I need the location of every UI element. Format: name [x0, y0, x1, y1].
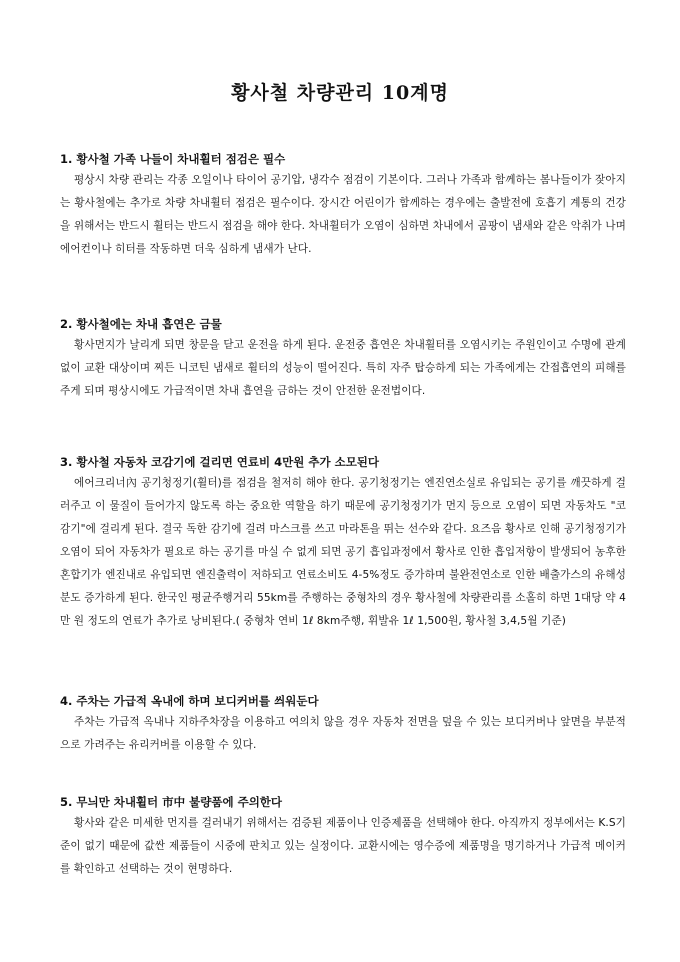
section-body: 황사먼지가 날리게 되면 창문을 닫고 운전을 하게 된다. 운전중 흡연은 차내휠터를 오염시키는 주원인이고 수명에 관계없이 교환 대상이며 찌든 니코틴 냄새로 휠터의 성능이 떨어진다. 특히 자주 탑승하게 되는 가족에게는 간접흡연의 피해를 주게 되며 평상시에도 가급적이면 차내 흡연을 금하는 것이 안전한 운전법이다. [60, 339, 626, 397]
section-body: 주차는 가급적 옥내나 지하주차장을 이용하고 여의치 않을 경우 자동차 전면을 덮을 수 있는 보디커버나 앞면을 부분적으로 가려주는 유리커버를 이용할 수 있다. [60, 716, 626, 751]
section-heading: 3. 황사철 자동차 코감기에 걸리면 연료비 4만원 추가 소모된다 [60, 455, 380, 469]
section-heading: 1. 황사철 가족 나들이 차내휠터 점검은 필수 [60, 152, 286, 166]
section-body: 평상시 차량 관리는 각종 오일이나 타이어 공기압, 냉각수 점검이 기본이다. 그러나 가족과 함께하는 봄나들이가 잦아지는 황사철에는 추가로 차량 차내휠터 점검은 필수이다. 장시간 어린이가 함께하는 경우에는 출발전에 호흡기 계통의 건강을 위해서는 반드시 휠터는 반드시 점검을 해야 한다. 차내휠터가 오염이 심하면 차내에서 곰팡이 냄새와 같은 악취가 나며 에어컨이나 히터를 작동하면 더욱 심하게 냄새가 난다. [60, 174, 626, 255]
section-heading: 4. 주차는 가급적 옥내에 하며 보디커버를 씌워둔다 [60, 694, 319, 708]
section-heading: 2. 황사철에는 차내 흡연은 금물 [60, 317, 222, 331]
section-heading: 5. 무늬만 차내휠터 市中 불량품에 주의한다 [60, 795, 283, 809]
section-1 [60, 150, 626, 261]
document-title: 황사철 차량관리 10계명 [231, 82, 449, 104]
section-5 [60, 793, 626, 881]
section-body: 황사와 같은 미세한 먼지를 걸러내기 위해서는 검증된 제품이나 인증제품을 선택해야 한다. 아직까지 정부에서는 K.S기준이 없기 때문에 값싼 제품들이 시중에 판치고 있는 실정이다. 교환시에는 영수증에 제품명을 명기하거나 가급적 메이커를 확인하고 선택하는 것이 현명하다. [60, 817, 626, 875]
section-4 [60, 692, 626, 757]
section-body: 에어크리너內 공기청정기(휠터)를 점검을 철저히 해야 한다. 공기청정기는 엔진연소실로 유입되는 공기를 깨끗하게 걸러주고 이 물질이 들어가지 않도록 하는 중요한 역할을 하기 때문에 공기청정기가 먼지 등으로 오염이 되면 자동차도 "코감기"에 걸리게 된다. 결국 독한 감기에 걸려 마스크를 쓰고 마라톤을 뛰는 선수와 같다. 요즈음 황사로 인해 공기청정기가 오염이 되어 자동차가 필요로 하는 공기를 마실 수 없게 되면 공기 흡입과정에서 황사로 인한 흡입저항이 발생되어 농후한 혼합기가 엔진내로 유입되면 엔진출력이 저하되고 연료소비도 4-5%정도 증가하며 불완전연소로 인한 배출가스의 유해성분도 증가하게 된다. 한국인 평균주행거리 55km를 주행하는 중형차의 경우 황사철에 차량관리를 소홀히 하면 1대당 약 4만 원 정도의 연료가 추가로 낭비된다.( 중형차 연비 1ℓ 8km주행, 휘발유 1ℓ 1,500원, 황사철 3,4,5월 기준) [60, 477, 626, 627]
section-2 [60, 315, 626, 403]
section-3 [60, 453, 626, 633]
